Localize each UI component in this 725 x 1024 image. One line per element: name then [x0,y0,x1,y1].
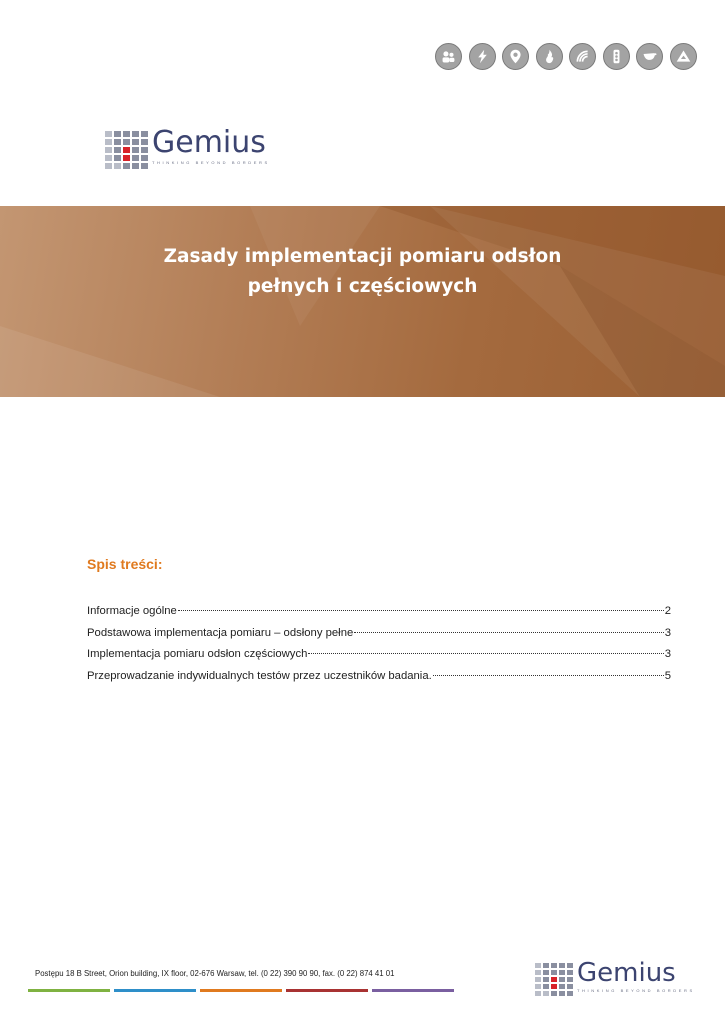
gemius-logo [105,125,270,169]
footer-line-blue [114,989,196,992]
logo-tagline: THINKING BEYOND BORDERS [577,988,695,993]
logo-tagline: THINKING BEYOND BORDERS [152,160,270,165]
footer-line-orange [200,989,282,992]
toc-entry-page: 5 [664,669,671,682]
lightning-icon [469,43,496,70]
toc-entry-label: Przeprowadzanie indywidualnych testów przez uczestników badania. [87,669,432,682]
toc-leader-dots [178,610,664,611]
document-title-line2: pełnych i częściowych [247,276,478,297]
people-icon [435,43,462,70]
footer-line-green [28,989,110,992]
gemius-logo-footer [535,960,695,996]
logo-mark-icon [535,963,573,996]
toc-entry-label: Podstawowa implementacja pomiaru – odsłony pełne [87,626,354,639]
table-of-contents [87,556,671,691]
footer-address: Postępu 18 B Street, Orion building, IX floor, 02-676 Warsaw, tel. (0 22) 390 90 90, fax. (0 22) 874 41 01 [35,969,395,978]
footer-color-lines [28,989,454,992]
toc-entry-label: Implementacja pomiaru odsłon częściowych [87,648,308,660]
location-pin-icon [502,43,529,70]
toc-entry-label: Informacje ogólne [87,605,177,617]
toc-entry-page: 3 [664,626,671,639]
toc-leader-dots [433,675,664,676]
logo-mark-icon [105,131,148,169]
title-banner [0,206,725,397]
toc-leader-dots [354,632,663,633]
traffic-light-icon [603,43,630,70]
logo-name: Gemius [152,125,266,160]
cup-icon [636,43,663,70]
flame-icon [536,43,563,70]
header-icon-row [435,43,697,70]
toc-entry[interactable] [87,670,671,692]
toc-entry[interactable] [87,648,671,670]
document-title [0,242,725,302]
toc-entry[interactable] [87,627,671,649]
footer-line-purple [372,989,454,992]
toc-entry-page: 3 [664,648,671,660]
document-title-line1: Zasady implementacji pomiaru odsłon [163,246,562,267]
toc-entry[interactable] [87,605,671,627]
toc-heading: Spis treści: [87,556,163,572]
toc-leader-dots [308,653,663,654]
logo-name: Gemius [577,958,676,988]
footer-line-red [286,989,368,992]
triangle-icon [670,43,697,70]
toc-entry-page: 2 [664,605,671,617]
signal-icon [569,43,596,70]
